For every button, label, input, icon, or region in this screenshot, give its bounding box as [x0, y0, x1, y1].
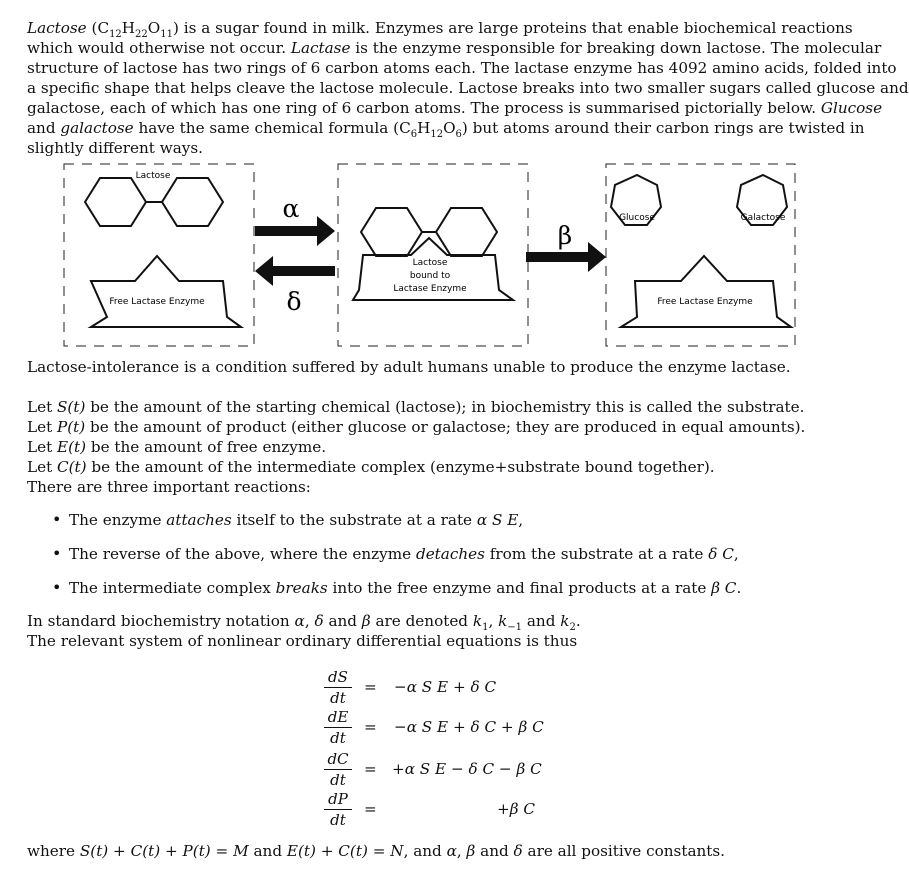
- ds-rhs: −α S E + δ C: [394, 678, 497, 696]
- bound-ring-right: [436, 208, 497, 256]
- bullet-text: itself to the substrate at a rate: [231, 511, 477, 529]
- bullet-text: The enzyme: [69, 511, 167, 529]
- beta-label: β: [557, 221, 573, 250]
- equals-sign: =: [364, 760, 377, 778]
- conservation-enzyme: E(t) + C(t) = N: [286, 842, 404, 860]
- definition-text: be the amount of the intermediate complex (enzyme+substrate bound together).: [86, 458, 715, 476]
- bullet-text: The intermediate complex: [69, 579, 276, 597]
- dc-dt-fraction: [324, 750, 352, 789]
- reaction-list: [27, 510, 837, 612]
- definition-s: [27, 397, 837, 417]
- formula-sub: 12: [430, 129, 444, 141]
- formula-sub: 6: [410, 129, 418, 141]
- formula-h: H: [417, 119, 431, 137]
- ds-numerator: dS: [328, 668, 348, 686]
- km1-sub: −1: [507, 622, 523, 634]
- closing-punct: ,: [456, 842, 467, 860]
- intro-text: ) is a sugar found in milk. Enzymes are large proteins that enable biochemical reactions: [172, 19, 853, 37]
- lactose-term: Lactose: [27, 19, 87, 37]
- formula-o: O: [147, 19, 161, 37]
- dt-denominator: dt: [330, 811, 346, 829]
- free-enzyme-label-3: Free Lactase Enzyme: [657, 297, 753, 307]
- breaks-term: breaks: [275, 579, 328, 597]
- free-enzyme-shape-1: [91, 256, 241, 327]
- lactose-ring-left: [85, 178, 146, 226]
- fraction-bar: [324, 809, 352, 810]
- intro-line-1: [27, 18, 853, 41]
- notation-line-2: The relevant system of nonlinear ordinary differential equations is thus: [27, 632, 578, 650]
- intolerance-text: Lactose-intolerance is a condition suffered by adult humans unable to produce the enzyme lactase.: [27, 358, 791, 376]
- intro-line-4: a specific shape that helps cleave the lactose molecule. Lactose breaks into two smaller sugars called glucose and: [27, 79, 909, 97]
- intro-line-3: structure of lactose has two rings of 6 carbon atoms each. The lactase enzyme has 4092 amino acids, folded into: [27, 59, 897, 77]
- galactose-term: galactose: [60, 119, 134, 137]
- definition-p: [27, 417, 837, 437]
- fraction-bar: [324, 769, 352, 770]
- dp-numerator: dP: [328, 790, 348, 808]
- break-rate: β C: [711, 579, 737, 597]
- dt-denominator: dt: [330, 689, 346, 707]
- glucose-label: Glucose: [619, 213, 655, 223]
- enzyme-reaction-figure: [55, 160, 805, 352]
- formula-open: (C: [86, 19, 110, 37]
- formula-sub: 6: [455, 129, 462, 141]
- free-enzyme-shape-3: [621, 256, 791, 327]
- notation-punct: .: [575, 612, 581, 630]
- k2-symbol: k: [560, 612, 570, 630]
- dp-dt-fraction: [324, 790, 352, 829]
- let-word: Let: [27, 438, 58, 456]
- let-word: Let: [27, 458, 58, 476]
- closing-text: and: [475, 842, 514, 860]
- delta-label: δ: [286, 287, 302, 316]
- de-rhs: −α S E + δ C + β C: [394, 718, 544, 736]
- alpha-label: α: [282, 194, 300, 223]
- formula-sub: 22: [135, 29, 148, 41]
- formula-sub: 12: [109, 29, 122, 41]
- definitions: [27, 397, 837, 497]
- intro-line-7: slightly different ways.: [27, 139, 203, 157]
- bound-label-line-2: bound to: [409, 271, 451, 281]
- dt-denominator: dt: [330, 771, 346, 789]
- closing-text: where: [27, 842, 80, 860]
- let-word: Let: [27, 418, 58, 436]
- bullet-text: The reverse of the above, where the enzyme: [69, 545, 416, 563]
- reaction-attach: [27, 510, 837, 544]
- closing-text: are all positive constants.: [522, 842, 726, 860]
- equation-dp: [312, 790, 572, 828]
- notation-text: In standard biochemistry notation: [27, 612, 295, 630]
- intro-text: which would otherwise not occur.: [27, 39, 291, 57]
- k2-sub: 2: [569, 622, 576, 634]
- intro-line-5: [27, 98, 883, 118]
- formula-h: H: [121, 19, 136, 37]
- equals-sign: =: [364, 800, 377, 818]
- three-reactions-intro: There are three important reactions:: [27, 478, 311, 496]
- closing-paragraph: [27, 841, 837, 861]
- ds-dt-fraction: [324, 668, 352, 707]
- s-function: S(t): [57, 398, 86, 416]
- free-enzyme-label-1: Free Lactase Enzyme: [109, 297, 205, 307]
- notation-punct: ,: [488, 612, 499, 630]
- reaction-diagram: [55, 160, 805, 352]
- galactose-label: Galactose: [740, 213, 786, 223]
- bound-label-line-3: Lactase Enzyme: [393, 284, 467, 294]
- attach-rate: α S E: [476, 511, 519, 529]
- equals-sign: =: [364, 718, 377, 736]
- lactase-term: Lactase: [290, 39, 351, 57]
- intolerance-paragraph: [27, 357, 837, 377]
- bound-ring-left: [361, 208, 422, 256]
- lactose-ring-right: [162, 178, 223, 226]
- detach-rate: δ C: [708, 545, 734, 563]
- bound-label-line-1: Lactose: [412, 258, 448, 268]
- equation-dc: [312, 750, 572, 788]
- dc-numerator: dC: [327, 750, 349, 768]
- delta-reverse-arrow: [255, 256, 335, 286]
- p-function: P(t): [57, 418, 86, 436]
- reaction-detach: [27, 544, 837, 578]
- ode-system: [312, 668, 572, 840]
- equation-ds: [312, 668, 572, 706]
- bullet-punct: ,: [518, 511, 524, 529]
- de-numerator: dE: [327, 708, 349, 726]
- intro-text: and: [27, 119, 61, 137]
- intro-text: ) but atoms around their carbon rings are twisted in: [461, 119, 865, 137]
- conservation-substrate: S(t) + C(t) + P(t) = M: [79, 842, 249, 860]
- intro-paragraph: [27, 18, 909, 158]
- definition-e: [27, 437, 837, 457]
- notation-text: and: [323, 612, 362, 630]
- definition-text: be the amount of product (either glucose or galactose; they are produced in equal amounts).: [85, 418, 806, 436]
- formula-sub: 11: [160, 29, 173, 41]
- dp-rhs: +β C: [497, 800, 535, 818]
- notation-text: are denoted: [370, 612, 473, 630]
- intro-text: is the enzyme responsible for breaking down lactose. The molecular: [350, 39, 882, 57]
- delta-symbol: δ: [513, 842, 523, 860]
- definition-c: [27, 457, 837, 477]
- intro-text: galactose, each of which has one ring of 6 carbon atoms. The process is summarised pictorially below.: [27, 99, 821, 117]
- bullet-punct: ,: [733, 545, 739, 563]
- equation-de: [312, 708, 572, 746]
- bullet-punct: .: [736, 579, 742, 597]
- intro-text: have the same chemical formula (C: [133, 119, 411, 137]
- intro-line-6: [27, 118, 865, 141]
- beta-symbol: β: [361, 612, 371, 630]
- dt-denominator: dt: [330, 729, 346, 747]
- delta-symbol: δ: [314, 612, 324, 630]
- detaches-term: detaches: [415, 545, 485, 563]
- notation-line-1: [27, 611, 837, 634]
- fraction-bar: [324, 727, 352, 728]
- definition-text: be the amount of free enzyme.: [86, 438, 327, 456]
- bullet-text: into the free enzyme and final products at a rate: [327, 579, 712, 597]
- lactose-label: Lactose: [135, 171, 171, 181]
- bullet-text: from the substrate at a rate: [484, 545, 709, 563]
- glucose-term: Glucose: [820, 99, 883, 117]
- attaches-term: attaches: [166, 511, 232, 529]
- definition-text: be the amount of the starting chemical (lactose); in biochemistry this is called the substrate.: [85, 398, 805, 416]
- km1-symbol: k: [498, 612, 508, 630]
- alpha-symbol: α: [294, 612, 305, 630]
- closing-line: [27, 841, 837, 861]
- beta-symbol: β: [466, 842, 476, 860]
- let-word: Let: [27, 398, 58, 416]
- k1-sub: 1: [482, 622, 489, 634]
- notation-punct: ,: [304, 612, 315, 630]
- de-dt-fraction: [324, 708, 352, 747]
- dc-rhs: +α S E − δ C − β C: [392, 760, 542, 778]
- alpha-symbol: α: [446, 842, 457, 860]
- reaction-break: [27, 578, 837, 612]
- equals-sign: =: [364, 678, 377, 696]
- closing-text: , and: [403, 842, 447, 860]
- e-function: E(t): [57, 438, 87, 456]
- k1-symbol: k: [472, 612, 483, 630]
- c-function: C(t): [57, 458, 87, 476]
- notation-paragraph: [27, 611, 837, 651]
- notation-text: and: [522, 612, 561, 630]
- closing-text: and: [248, 842, 287, 860]
- fraction-bar: [324, 687, 352, 688]
- formula-o: O: [443, 119, 456, 137]
- intro-line-2: [27, 38, 882, 58]
